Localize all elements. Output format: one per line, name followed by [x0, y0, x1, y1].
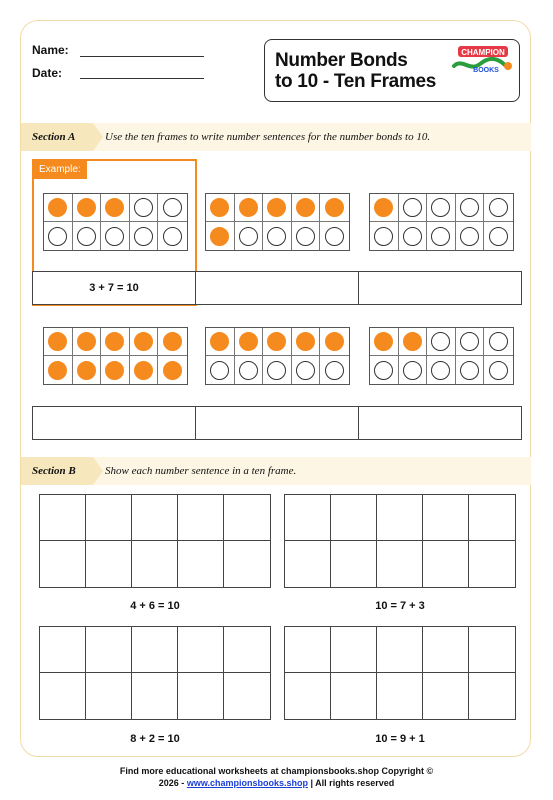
ten-frame-cell[interactable]	[132, 495, 178, 541]
ten-frame-cell[interactable]	[331, 627, 377, 673]
filled-counter	[77, 361, 96, 380]
answer-box[interactable]	[359, 272, 521, 304]
blank-ten-frame[interactable]	[284, 626, 516, 720]
ten-frame-cell[interactable]	[469, 495, 515, 541]
svg-text:BOOKS: BOOKS	[473, 67, 499, 74]
ten-frame-cell	[44, 328, 73, 356]
empty-counter	[267, 227, 286, 246]
ten-frame-cell[interactable]	[132, 673, 178, 719]
champion-books-logo	[452, 44, 516, 76]
ten-frame-cell	[427, 194, 456, 222]
ten-frame-cell	[73, 356, 102, 384]
ten-frame-cell	[206, 194, 235, 222]
filled-counter	[105, 332, 124, 351]
ten-frame-cell[interactable]	[132, 627, 178, 673]
empty-counter	[403, 227, 422, 246]
ten-frame-cell[interactable]	[469, 673, 515, 719]
filled-counter	[239, 332, 258, 351]
filled-counter	[134, 332, 153, 351]
ten-frame-cell[interactable]	[178, 541, 224, 587]
empty-counter	[431, 198, 450, 217]
empty-counter	[239, 227, 258, 246]
section-a-instruction: Use the ten frames to write number sentences for the number bonds to 10.	[105, 131, 431, 143]
empty-counter	[460, 332, 479, 351]
svg-text:CHAMPION: CHAMPION	[461, 48, 505, 57]
ten-frame-cell[interactable]	[423, 541, 469, 587]
ten-frame-cell	[320, 222, 349, 250]
ten-frame-cell[interactable]	[224, 673, 270, 719]
section-b-header	[21, 457, 531, 485]
ten-frame-cell	[399, 328, 428, 356]
filled-counter	[374, 198, 393, 217]
ten-frame-cell[interactable]	[285, 495, 331, 541]
filled-counter	[403, 332, 422, 351]
ten-frame-cell[interactable]	[224, 627, 270, 673]
date-label: Date:	[32, 66, 63, 80]
footer-line-2	[0, 778, 553, 788]
filled-counter	[296, 198, 315, 217]
empty-counter	[460, 227, 479, 246]
ten-frame-cell[interactable]	[377, 495, 423, 541]
ten-frame-cell	[456, 194, 485, 222]
answer-box[interactable]	[196, 272, 359, 304]
empty-counter	[163, 198, 182, 217]
ten-frame-cell[interactable]	[224, 495, 270, 541]
empty-counter	[239, 361, 258, 380]
section-a-tab: Section A	[21, 123, 93, 151]
empty-counter	[267, 361, 286, 380]
answer-box[interactable]	[359, 407, 521, 439]
ten-frame-cell[interactable]	[331, 495, 377, 541]
ten-frame-cell[interactable]	[40, 627, 86, 673]
empty-counter	[105, 227, 124, 246]
ten-frame-cell[interactable]	[469, 627, 515, 673]
answer-row-1	[32, 271, 522, 305]
filled-counter	[325, 198, 344, 217]
ten-frame-cell	[399, 356, 428, 384]
filled-counter	[77, 198, 96, 217]
page-title	[275, 50, 455, 92]
filled-counter	[374, 332, 393, 351]
ten-frame-cell[interactable]	[86, 627, 132, 673]
ten-frame-cell	[456, 328, 485, 356]
ten-frame-cell[interactable]	[132, 541, 178, 587]
empty-counter	[489, 227, 508, 246]
ten-frame-cell	[292, 328, 321, 356]
empty-counter	[325, 361, 344, 380]
ten-frame-cell	[484, 328, 513, 356]
ten-frame-cell	[263, 222, 292, 250]
filled-counter	[210, 198, 229, 217]
empty-counter	[431, 361, 450, 380]
ten-frame-cell	[263, 194, 292, 222]
ten-frame-cell[interactable]	[40, 495, 86, 541]
ten-frame-cell	[427, 222, 456, 250]
ten-frame-cell[interactable]	[86, 673, 132, 719]
blank-ten-frame[interactable]	[39, 494, 271, 588]
ten-frame-cell[interactable]	[285, 627, 331, 673]
ten-frame-cell	[370, 356, 399, 384]
number-sentence: 4 + 6 = 10	[130, 600, 180, 612]
number-sentence: 10 = 9 + 1	[375, 733, 425, 745]
filled-counter	[77, 332, 96, 351]
empty-counter	[374, 227, 393, 246]
empty-counter	[460, 361, 479, 380]
empty-counter	[325, 227, 344, 246]
ten-frame-cell	[206, 356, 235, 384]
ten-frame-cell[interactable]	[377, 673, 423, 719]
ten-frame-cell	[158, 356, 187, 384]
ten-frame	[369, 193, 514, 251]
ten-frame-cell	[399, 194, 428, 222]
ten-frame-cell	[292, 222, 321, 250]
ten-frame-cell	[399, 222, 428, 250]
answer-box[interactable]: 3 + 7 = 10	[33, 272, 196, 304]
ten-frame-cell[interactable]	[423, 673, 469, 719]
ten-frame-cell	[484, 222, 513, 250]
ten-frame-cell	[44, 356, 73, 384]
ten-frame-cell	[101, 328, 130, 356]
filled-counter	[267, 332, 286, 351]
ten-frame-cell	[320, 194, 349, 222]
footer-line-1: Find more educational worksheets at championsbooks.shop Copyright ©	[119, 766, 434, 776]
name-field[interactable]	[80, 56, 204, 57]
ten-frame-cell[interactable]	[331, 673, 377, 719]
ten-frame-cell[interactable]	[285, 541, 331, 587]
ten-frame	[43, 193, 188, 251]
ten-frame	[43, 327, 188, 385]
empty-counter	[296, 227, 315, 246]
filled-counter	[105, 361, 124, 380]
ten-frame-cell	[320, 356, 349, 384]
ten-frame-cell[interactable]	[285, 673, 331, 719]
ten-frame	[205, 193, 350, 251]
answer-box[interactable]	[33, 407, 196, 439]
ten-frame-cell	[130, 222, 159, 250]
empty-counter	[489, 332, 508, 351]
ten-frame-cell[interactable]	[377, 627, 423, 673]
ten-frame-cell[interactable]	[331, 541, 377, 587]
ten-frame-cell	[235, 222, 264, 250]
ten-frame-cell	[263, 356, 292, 384]
filled-counter	[48, 198, 67, 217]
ten-frame-cell	[370, 328, 399, 356]
ten-frame-cell	[484, 356, 513, 384]
ten-frame-cell	[158, 328, 187, 356]
ten-frame-cell	[101, 222, 130, 250]
ten-frame-cell	[206, 328, 235, 356]
empty-counter	[489, 198, 508, 217]
ten-frame-cell[interactable]	[178, 627, 224, 673]
ten-frame-cell	[206, 222, 235, 250]
empty-counter	[48, 227, 67, 246]
empty-counter	[163, 227, 182, 246]
ten-frame-cell	[73, 222, 102, 250]
filled-counter	[163, 361, 182, 380]
footer-year: 2026 -	[158, 778, 187, 788]
ten-frame-cell	[292, 356, 321, 384]
ten-frame-cell	[44, 194, 73, 222]
empty-counter	[431, 332, 450, 351]
filled-counter	[163, 332, 182, 351]
ten-frame-cell	[101, 356, 130, 384]
number-sentence: 10 = 7 + 3	[375, 600, 425, 612]
ten-frame-cell	[235, 328, 264, 356]
empty-counter	[296, 361, 315, 380]
empty-counter	[403, 198, 422, 217]
ten-frame-cell	[456, 222, 485, 250]
ten-frame-cell	[235, 356, 264, 384]
ten-frame-cell	[427, 356, 456, 384]
ten-frame-cell	[370, 194, 399, 222]
ten-frame-cell[interactable]	[40, 673, 86, 719]
ten-frame-cell	[158, 222, 187, 250]
ten-frame-cell	[320, 328, 349, 356]
filled-counter	[134, 361, 153, 380]
ten-frame-cell	[44, 222, 73, 250]
section-b-tab: Section B	[21, 457, 93, 485]
footer-rights: | All rights reserved	[308, 778, 395, 788]
blank-ten-frame[interactable]	[284, 494, 516, 588]
ten-frame-cell	[292, 194, 321, 222]
ten-frame-cell	[73, 328, 102, 356]
empty-counter	[403, 361, 422, 380]
ten-frame-cell[interactable]	[423, 627, 469, 673]
filled-counter	[210, 332, 229, 351]
ten-frame-cell	[73, 194, 102, 222]
date-field[interactable]	[80, 78, 204, 79]
ten-frame-cell	[263, 328, 292, 356]
ten-frame-cell	[158, 194, 187, 222]
section-b-instruction: Show each number sentence in a ten frame.	[105, 465, 297, 477]
ten-frame-cell[interactable]	[224, 541, 270, 587]
ten-frame-cell	[130, 194, 159, 222]
example-label: Example:	[34, 161, 87, 179]
ten-frame-cell[interactable]	[86, 495, 132, 541]
empty-counter	[460, 198, 479, 217]
title-line-2: to 10 - Ten Frames	[275, 71, 437, 92]
ten-frame-cell	[130, 328, 159, 356]
empty-counter	[134, 227, 153, 246]
ten-frame-cell	[101, 194, 130, 222]
footer-link[interactable]: www.championsbooks.shop	[186, 778, 308, 788]
empty-counter	[77, 227, 96, 246]
ten-frame	[205, 327, 350, 385]
filled-counter	[325, 332, 344, 351]
filled-counter	[105, 198, 124, 217]
filled-counter	[48, 332, 67, 351]
ten-frame-cell[interactable]	[40, 541, 86, 587]
empty-counter	[210, 361, 229, 380]
ten-frame-cell[interactable]	[377, 541, 423, 587]
ten-frame-cell	[484, 194, 513, 222]
ten-frame-cell[interactable]	[469, 541, 515, 587]
ten-frame-cell[interactable]	[178, 673, 224, 719]
filled-counter	[48, 361, 67, 380]
answer-box[interactable]	[196, 407, 359, 439]
empty-counter	[134, 198, 153, 217]
ten-frame-cell	[370, 222, 399, 250]
filled-counter	[239, 198, 258, 217]
empty-counter	[431, 227, 450, 246]
number-sentence: 8 + 2 = 10	[130, 733, 180, 745]
ten-frame-cell	[235, 194, 264, 222]
ten-frame-cell[interactable]	[178, 495, 224, 541]
filled-counter	[296, 332, 315, 351]
title-line-1: Number Bonds	[275, 50, 408, 71]
ten-frame-cell[interactable]	[423, 495, 469, 541]
filled-counter	[210, 227, 229, 246]
ten-frame	[369, 327, 514, 385]
ten-frame-cell	[427, 328, 456, 356]
name-label: Name:	[32, 43, 69, 57]
section-a-header	[21, 123, 531, 151]
blank-ten-frame[interactable]	[39, 626, 271, 720]
ten-frame-cell[interactable]	[86, 541, 132, 587]
ten-frame-cell	[130, 356, 159, 384]
ten-frame-cell	[456, 356, 485, 384]
answer-row-2	[32, 406, 522, 440]
empty-counter	[374, 361, 393, 380]
empty-counter	[489, 361, 508, 380]
filled-counter	[267, 198, 286, 217]
